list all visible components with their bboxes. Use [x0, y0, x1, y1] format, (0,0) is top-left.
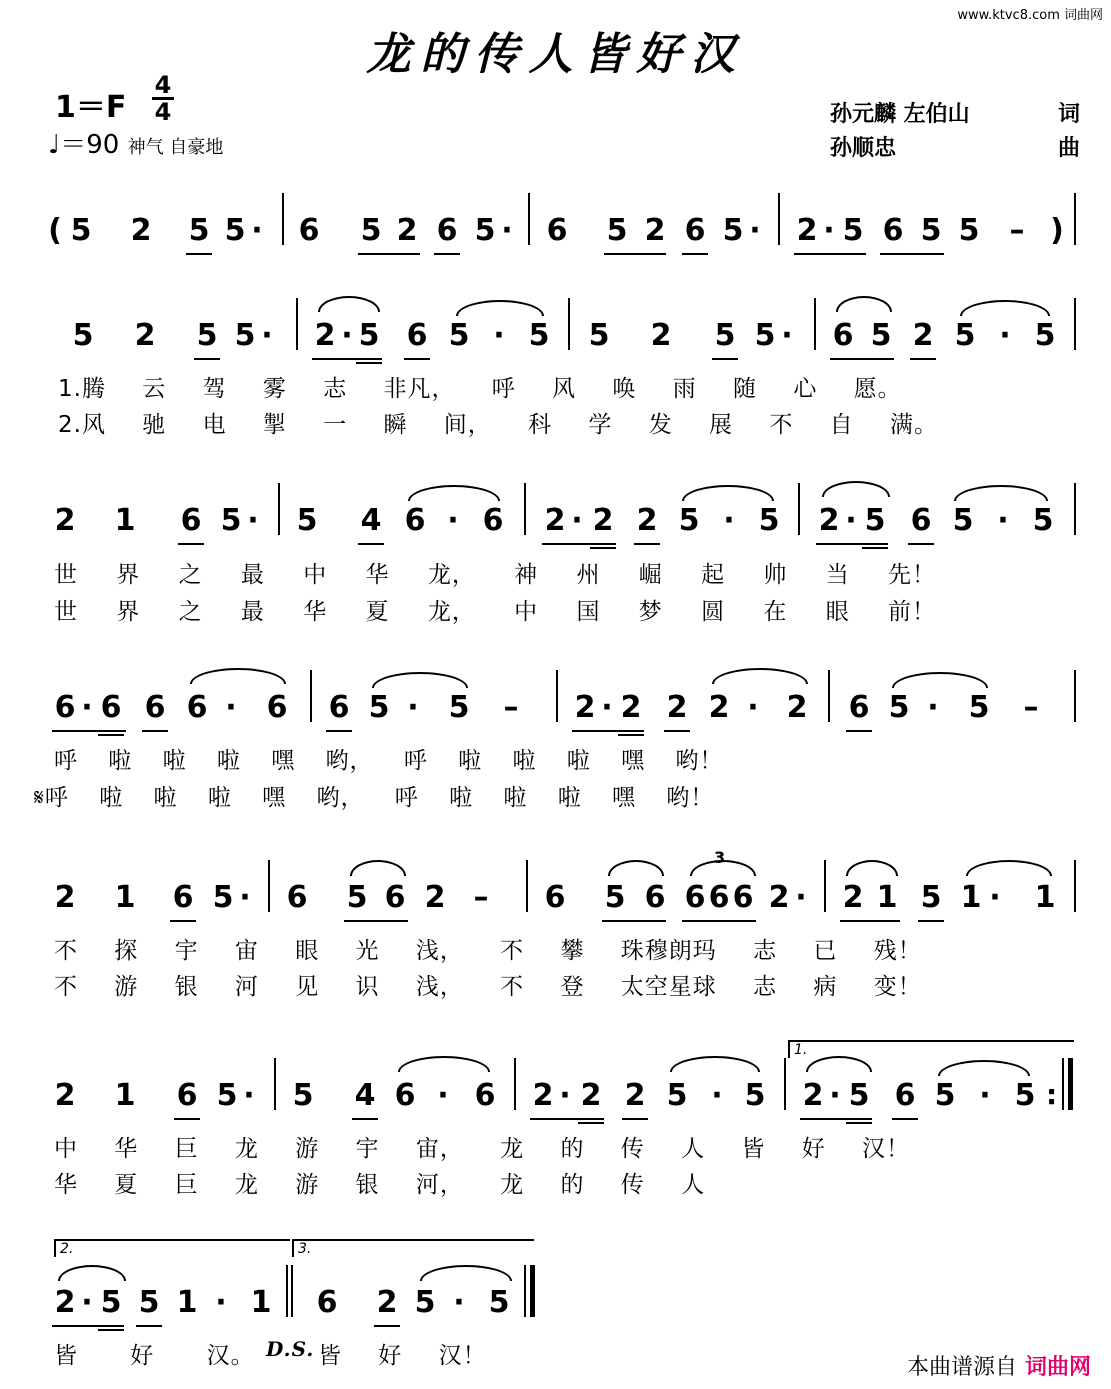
note: 2 [624, 1078, 646, 1113]
note: 6 [910, 503, 932, 538]
note: · [989, 880, 1001, 915]
note: · [795, 880, 807, 915]
note: ) [1050, 213, 1064, 248]
song-title: 龙的传人皆好汉 [366, 29, 745, 80]
note: 5 [848, 1078, 870, 1113]
note: 4 [354, 1078, 376, 1113]
note: 5 [448, 690, 470, 725]
lyrics-ending-2: 皆 好 汉。 [54, 1343, 255, 1369]
note: 5 [488, 1285, 510, 1320]
lyrics-verse1-line2: 世 界 之 最 中 华 龙， 神 州 崛 起 帅 当 先！ [54, 562, 937, 588]
note: · [999, 318, 1011, 353]
key-signature: 1＝F [55, 90, 127, 125]
note: · [711, 1078, 723, 1113]
note: 6 [286, 880, 308, 915]
note: 2 [54, 1078, 76, 1113]
note: 6 [544, 880, 566, 915]
note: 6 [882, 213, 904, 248]
note: · [437, 1078, 449, 1113]
note: – [473, 880, 489, 915]
note: · [225, 690, 237, 725]
note: 5 [220, 503, 242, 538]
note: · [261, 318, 273, 353]
note: 5 [224, 213, 246, 248]
barline [514, 1058, 516, 1110]
note: 2 [314, 318, 336, 353]
note: 5 [954, 318, 976, 353]
barline [556, 670, 558, 722]
barline [524, 1265, 526, 1317]
note: 5 [346, 880, 368, 915]
note: 5 [934, 1078, 956, 1113]
note: · [81, 690, 93, 725]
barline [814, 298, 816, 350]
barline [291, 1265, 293, 1317]
note: 2 [620, 690, 642, 725]
note: 5 [744, 1078, 766, 1113]
quarter-note-icon: ♩ [48, 130, 61, 160]
note: 5 [234, 318, 256, 353]
barline [1074, 670, 1076, 722]
barline [1074, 483, 1076, 535]
note: 6 [316, 1285, 338, 1320]
barline [310, 670, 312, 722]
note: 2 [786, 690, 808, 725]
barline [1062, 1058, 1064, 1110]
lyrics-ending-3: 皆 好 汉！ [318, 1343, 487, 1369]
repeat-end-barline [1068, 1058, 1073, 1110]
note: 5 [952, 503, 974, 538]
note: 5 [864, 503, 886, 538]
barline [784, 1058, 786, 1110]
note: 6 [546, 213, 568, 248]
barline [1074, 860, 1076, 912]
barline [526, 860, 528, 912]
note: 5 [1034, 318, 1056, 353]
barline [296, 298, 298, 350]
note: 5 [958, 213, 980, 248]
lyrics-chorus-line1: 呼 啦 啦 啦 嘿 哟， 呼 啦 啦 啦 嘿 哟！ [54, 748, 724, 774]
note: · [781, 318, 793, 353]
note: 6 [644, 880, 666, 915]
note: · [243, 1078, 255, 1113]
note: · [341, 318, 353, 353]
note: 5 [100, 1285, 122, 1320]
note: · [501, 213, 513, 248]
source-footer [907, 1350, 1091, 1381]
note: · [601, 690, 613, 725]
time-num: 4 [154, 71, 172, 99]
note: 2 [574, 690, 596, 725]
note: 2 [666, 690, 688, 725]
note: 5 [842, 213, 864, 248]
note: 6 [328, 690, 350, 725]
note: 6 [186, 690, 208, 725]
note: 6 [180, 503, 202, 538]
note: · [829, 1078, 841, 1113]
note: 2 [130, 213, 152, 248]
note: 2 [802, 1078, 824, 1113]
note: 5 [72, 318, 94, 353]
note: 6 [266, 690, 288, 725]
note: · [215, 1285, 227, 1320]
note: 5 [606, 213, 628, 248]
barline [268, 860, 270, 912]
barline [286, 1265, 288, 1317]
tempo [48, 124, 223, 161]
note: 6 [54, 690, 76, 725]
lyric-label: 词 [1057, 102, 1080, 127]
note: 2 [396, 213, 418, 248]
footer-brand-link[interactable]: 词曲网 [1024, 1355, 1091, 1380]
note: 6 [384, 880, 406, 915]
note: 1 [250, 1285, 272, 1320]
barline [828, 670, 830, 722]
note: 5 [368, 690, 390, 725]
note: 6 [404, 503, 426, 538]
note: 2 [424, 880, 446, 915]
note: – [1009, 213, 1025, 248]
note: 5 [528, 318, 550, 353]
note: · [571, 503, 583, 538]
note: 1 [176, 1285, 198, 1320]
note: 5 [870, 318, 892, 353]
note: 5 [448, 318, 470, 353]
note: 5 [360, 213, 382, 248]
note: 6 [100, 690, 122, 725]
barline [274, 1058, 276, 1110]
note: 5 [758, 503, 780, 538]
note: 2 [592, 503, 614, 538]
lyrics-verse1-line4: 中 华 巨 龙 游 宇 宙， 龙 的 传 人 皆 好 汉！ [54, 1136, 911, 1162]
note: 2 [544, 503, 566, 538]
note: 5 [588, 318, 610, 353]
lyrics-verse2-line4: 华 夏 巨 龙 游 银 河， 龙 的 传 人 [54, 1172, 706, 1198]
note: 6 [298, 213, 320, 248]
note: · [453, 1285, 465, 1320]
note: · [239, 880, 251, 915]
lyrics-verse2-line2: 世 界 之 最 华 夏 龙， 中 国 梦 圆 在 眼 前！ [54, 599, 937, 625]
note: 2 [580, 1078, 602, 1113]
note: · [979, 1078, 991, 1113]
note: 5 [196, 318, 218, 353]
volta-3: 3. [292, 1239, 534, 1257]
note: 5 [414, 1285, 436, 1320]
note: 5 [296, 503, 318, 538]
note: · [723, 503, 735, 538]
lyrics-verse2-line1: 2.风 驰 电 掣 一 瞬 间， 科 学 发 展 不 自 满。 [58, 412, 938, 438]
note: – [503, 690, 519, 725]
note: 5 [70, 213, 92, 248]
note: 2 [54, 503, 76, 538]
note: 1 [960, 880, 982, 915]
footer-text: 本曲谱源自 [906, 1355, 1017, 1380]
barline [524, 483, 526, 535]
note: 5 [714, 318, 736, 353]
note: 2 [708, 690, 730, 725]
lyricists: 孙元麟 左伯山 [830, 102, 970, 127]
time-den: 4 [154, 98, 172, 126]
note: 5 [1032, 503, 1054, 538]
note: · [927, 690, 939, 725]
credits [830, 98, 1080, 166]
barline [1074, 193, 1076, 245]
note: 2 [54, 1285, 76, 1320]
note: · [407, 690, 419, 725]
lyrics-chorus-line2: 𝄋呼 啦 啦 啦 嘿 哟， 呼 啦 啦 啦 嘿 哟！ [34, 785, 715, 811]
lyrics-verse1-line3: 不 探 宇 宙 眼 光 浅， 不 攀 珠穆朗玛 志 已 残！ [54, 938, 922, 964]
note: 6 [848, 690, 870, 725]
triplet-mark: 3 [714, 848, 726, 867]
note: 1 [1034, 880, 1056, 915]
note: 2 [796, 213, 818, 248]
lyrics-verse2-line3: 不 游 银 河 见 识 浅， 不 登 太空星球 志 病 变！ [54, 974, 922, 1000]
barline [1074, 298, 1076, 350]
lyrics-verse1-line1: 1.腾 云 驾 雾 志 非凡， 呼 风 唤 雨 随 心 愿。 [58, 376, 902, 402]
note: 2 [532, 1078, 554, 1113]
note: 4 [360, 503, 382, 538]
dal-segno-mark: D.S. [266, 1337, 315, 1361]
note: 5 [920, 880, 942, 915]
note: 5 [138, 1285, 160, 1320]
note: 2 [650, 318, 672, 353]
barline [778, 193, 780, 245]
note: · [247, 503, 259, 538]
note: 1 [114, 880, 136, 915]
note: 5 [212, 880, 234, 915]
note: 5 [188, 213, 210, 248]
note: 6 [482, 503, 504, 538]
volta-1: 1. [788, 1040, 1074, 1058]
note: · [81, 1285, 93, 1320]
note: 6 [474, 1078, 496, 1113]
note: 5 [920, 213, 942, 248]
barline [528, 193, 530, 245]
volta-2: 2. [54, 1239, 290, 1257]
note: 6 [394, 1078, 416, 1113]
note: 6 [684, 213, 706, 248]
note: 5 [888, 690, 910, 725]
note: 6 [144, 690, 166, 725]
note: 6 [406, 318, 428, 353]
note: 5 [474, 213, 496, 248]
repeat-dots: : [1046, 1078, 1058, 1111]
note: 5 [678, 503, 700, 538]
note: · [747, 690, 759, 725]
barline [278, 483, 280, 535]
note: 1 [114, 1078, 136, 1113]
note: 2 [768, 880, 790, 915]
note: · [823, 213, 835, 248]
note: 5 [216, 1078, 238, 1113]
note: 6 [832, 318, 854, 353]
composer: 孙顺忠 [830, 136, 897, 161]
tempo-marking: 神气 自豪地 [127, 137, 224, 158]
note: 1 [114, 503, 136, 538]
note: 5 [604, 880, 626, 915]
note: 2 [636, 503, 658, 538]
barline [824, 860, 826, 912]
note: · [493, 318, 505, 353]
note: 5 [968, 690, 990, 725]
note: 2 [134, 318, 156, 353]
note: · [559, 1078, 571, 1113]
final-barline [530, 1265, 535, 1317]
note: – [1023, 690, 1039, 725]
music-label: 曲 [1057, 136, 1080, 161]
note: 2 [818, 503, 840, 538]
note: 2 [842, 880, 864, 915]
note: 6 [732, 880, 754, 915]
time-signature [152, 71, 174, 126]
note: 2 [376, 1285, 398, 1320]
note: 5 [292, 1078, 314, 1113]
note: 2 [912, 318, 934, 353]
note: 1 [876, 880, 898, 915]
note: · [845, 503, 857, 538]
barline [282, 193, 284, 245]
barline [798, 483, 800, 535]
note: 6 [684, 880, 706, 915]
note: 6 [436, 213, 458, 248]
note: · [447, 503, 459, 538]
watermark: www.ktvc8.com 词曲网 [957, 8, 1103, 23]
note: 6 [172, 880, 194, 915]
note: 6 [894, 1078, 916, 1113]
note: 2 [644, 213, 666, 248]
note: 6 [708, 880, 730, 915]
barline [568, 298, 570, 350]
note: 5 [358, 318, 380, 353]
note: 5 [754, 318, 776, 353]
note: 5 [1014, 1078, 1036, 1113]
note: 2 [54, 880, 76, 915]
note: 5 [666, 1078, 688, 1113]
note: · [749, 213, 761, 248]
note: · [997, 503, 1009, 538]
note: · [251, 213, 263, 248]
note: 6 [176, 1078, 198, 1113]
note: ( [48, 213, 62, 248]
tempo-value: ＝90 [60, 130, 120, 160]
note: 5 [722, 213, 744, 248]
